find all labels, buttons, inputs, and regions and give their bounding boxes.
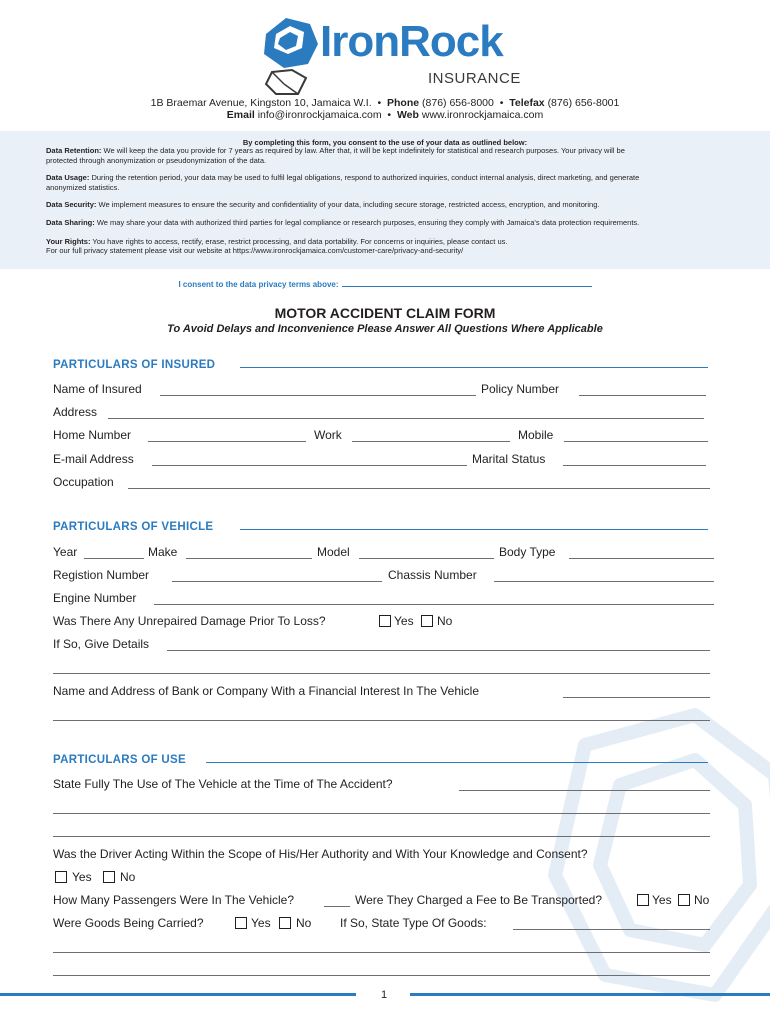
phone-value: (876) 656-8000 bbox=[422, 97, 494, 109]
footer-divider-right bbox=[410, 993, 770, 996]
privacy-statement: For our full privacy statement please visit our website at https://www.ironrockjamaica.com/customer-care/privacy-and-security/ bbox=[46, 246, 464, 255]
contact-line-2 bbox=[0, 109, 770, 121]
body-type-field[interactable] bbox=[569, 558, 714, 559]
make-label: Make bbox=[148, 545, 178, 559]
goods-type-field-2[interactable] bbox=[53, 952, 710, 953]
financial-interest-label: Name and Address of Bank or Company With a Financial Interest In The Vehicle bbox=[53, 684, 479, 698]
home-number-label: Home Number bbox=[53, 428, 132, 442]
section-divider bbox=[206, 762, 708, 763]
consent-field[interactable] bbox=[0, 278, 770, 289]
email-label: Email bbox=[226, 109, 255, 121]
state-use-field-2[interactable] bbox=[53, 813, 710, 814]
privacy-retention-cont: protected through anonymization or pseudonymization of the data. bbox=[46, 156, 267, 165]
fee-no-label: No bbox=[694, 893, 710, 907]
telefax-label: Telefax bbox=[509, 97, 545, 109]
give-details-field-2[interactable] bbox=[53, 673, 710, 674]
separator: • bbox=[387, 109, 392, 121]
driver-yes-checkbox[interactable] bbox=[55, 871, 67, 883]
name-of-insured-label: Name of Insured bbox=[53, 382, 142, 396]
consent-label: I consent to the data privacy terms above: bbox=[178, 280, 339, 289]
marital-status-field[interactable] bbox=[563, 465, 706, 466]
privacy-usage-cont: anonymized statistics. bbox=[46, 183, 120, 192]
engine-number-label: Engine Number bbox=[53, 591, 137, 605]
passengers-question: How Many Passengers Were In The Vehicle? bbox=[53, 893, 295, 907]
occupation-field[interactable] bbox=[128, 488, 710, 489]
retention-text: We will keep the data you provide for 7 years as required by law. After that, it will be kept indefinitely for statistical and research purposes. Your privacy will be bbox=[103, 146, 625, 155]
goods-type-field-3[interactable] bbox=[53, 975, 710, 976]
financial-interest-field[interactable] bbox=[563, 697, 710, 698]
usage-text: During the retention period, your data may be used to fulfil legal obligations, respond to authorized inquiries, conduct internal analysis, direct marketing, and generate bbox=[91, 173, 640, 182]
occupation-label: Occupation bbox=[53, 475, 114, 489]
section-divider bbox=[240, 367, 708, 368]
fee-yes-checkbox[interactable] bbox=[637, 894, 649, 906]
give-details-label: If So, Give Details bbox=[53, 637, 150, 651]
security-label: Data Security: bbox=[46, 200, 97, 209]
damage-no-label: No bbox=[437, 614, 453, 628]
state-use-field[interactable] bbox=[459, 790, 710, 791]
footer-divider-left bbox=[0, 993, 356, 996]
driver-yes-label: Yes bbox=[72, 870, 92, 884]
email-address-field[interactable] bbox=[152, 465, 467, 466]
phone-label: Phone bbox=[387, 97, 420, 109]
policy-number-label: Policy Number bbox=[481, 382, 560, 396]
logo-subtitle: INSURANCE bbox=[428, 70, 521, 87]
mobile-label: Mobile bbox=[518, 428, 554, 442]
section-vehicle-heading: PARTICULARS OF VEHICLE bbox=[53, 521, 214, 533]
goods-no-label: No bbox=[296, 916, 312, 930]
web-value[interactable]: www.ironrockjamaica.com bbox=[421, 109, 544, 121]
give-details-field[interactable] bbox=[167, 650, 710, 651]
security-text: We implement measures to ensure the security and confidentiality of your data, including secure storage, restricted access, encryption, and monitoring. bbox=[98, 200, 600, 209]
sharing-label: Data Sharing: bbox=[46, 218, 95, 227]
model-field[interactable] bbox=[359, 558, 494, 559]
form-subtitle: To Avoid Delays and Inconvenience Please Answer All Questions Where Applicable bbox=[167, 323, 603, 335]
page-number: 1 bbox=[381, 989, 388, 1001]
sharing-text: We may share your data with authorized third parties for legal compliance or research purposes, ensuring they comply with Jamaica's data protection requirements. bbox=[96, 218, 640, 227]
email-address-label: E-mail Address bbox=[53, 452, 134, 466]
policy-number-field[interactable] bbox=[579, 395, 706, 396]
separator: • bbox=[499, 97, 504, 109]
privacy-security bbox=[46, 200, 726, 210]
engine-number-field[interactable] bbox=[154, 604, 714, 605]
fee-no-checkbox[interactable] bbox=[678, 894, 690, 906]
work-label: Work bbox=[314, 428, 342, 442]
driver-no-checkbox[interactable] bbox=[103, 871, 115, 883]
home-number-field[interactable] bbox=[148, 441, 306, 442]
goods-yes-checkbox[interactable] bbox=[235, 917, 247, 929]
address-text: 1B Braemar Avenue, Kingston 10, Jamaica W.I. bbox=[150, 97, 372, 109]
fee-yes-label: Yes bbox=[652, 893, 672, 907]
section-use-heading: PARTICULARS OF USE bbox=[53, 754, 186, 766]
damage-yes-label: Yes bbox=[394, 614, 414, 628]
rock-emblem-icon bbox=[258, 14, 322, 96]
name-of-insured-field[interactable] bbox=[160, 395, 476, 396]
telefax-value: (876) 656-8001 bbox=[547, 97, 620, 109]
privacy-retention bbox=[46, 146, 726, 156]
section-divider bbox=[240, 529, 708, 530]
retention-label: Data Retention: bbox=[46, 146, 102, 155]
passengers-field[interactable] bbox=[324, 906, 350, 907]
web-label: Web bbox=[396, 109, 419, 121]
privacy-sharing bbox=[46, 218, 726, 228]
form-title: MOTOR ACCIDENT CLAIM FORM bbox=[274, 305, 496, 321]
marital-status-label: Marital Status bbox=[472, 452, 546, 466]
make-field[interactable] bbox=[186, 558, 312, 559]
usage-label: Data Usage: bbox=[46, 173, 90, 182]
goods-question: Were Goods Being Carried? bbox=[53, 916, 204, 930]
state-use-field-3[interactable] bbox=[53, 836, 710, 837]
work-number-field[interactable] bbox=[352, 441, 510, 442]
damage-yes-checkbox[interactable] bbox=[379, 615, 391, 627]
address-field[interactable] bbox=[108, 418, 704, 419]
ironrock-logo bbox=[258, 14, 521, 98]
fee-question: Were They Charged a Fee to Be Transported? bbox=[355, 893, 603, 907]
separator: • bbox=[377, 97, 382, 109]
privacy-usage bbox=[46, 173, 726, 183]
mobile-field[interactable] bbox=[564, 441, 708, 442]
year-field[interactable] bbox=[84, 558, 144, 559]
privacy-notice bbox=[0, 131, 770, 269]
registration-number-label: Registion Number bbox=[53, 568, 150, 582]
rights-text: You have rights to access, rectify, erase, restrict processing, and data portability. For concerns or inquiries, please contact us. bbox=[92, 237, 508, 246]
contact-line-1 bbox=[0, 97, 770, 109]
year-label: Year bbox=[53, 545, 78, 559]
rights-label: Your Rights: bbox=[46, 237, 91, 246]
unrepaired-damage-question: Was There Any Unrepaired Damage Prior To Loss? bbox=[53, 614, 326, 628]
email-value[interactable]: info@ironrockjamaica.com bbox=[257, 109, 382, 121]
body-type-label: Body Type bbox=[499, 545, 556, 559]
logo-wordmark: IronRock bbox=[320, 17, 503, 66]
driver-no-label: No bbox=[120, 870, 136, 884]
model-label: Model bbox=[317, 545, 350, 559]
goods-type-label: If So, State Type Of Goods: bbox=[340, 916, 487, 930]
financial-interest-field-2[interactable] bbox=[53, 720, 710, 721]
chassis-number-label: Chassis Number bbox=[388, 568, 477, 582]
goods-type-field[interactable] bbox=[513, 929, 710, 930]
section-insured-heading: PARTICULARS OF INSURED bbox=[53, 359, 216, 371]
goods-yes-label: Yes bbox=[251, 916, 271, 930]
privacy-intro: By completing this form, you consent to the use of your data as outlined below: bbox=[242, 138, 528, 147]
registration-number-field[interactable] bbox=[172, 581, 382, 582]
state-use-question: State Fully The Use of The Vehicle at the Time of The Accident? bbox=[53, 777, 393, 791]
address-label: Address bbox=[53, 405, 98, 419]
damage-no-checkbox[interactable] bbox=[421, 615, 433, 627]
consent-signature-line[interactable] bbox=[342, 278, 592, 287]
chassis-number-field[interactable] bbox=[494, 581, 714, 582]
driver-authority-question: Was the Driver Acting Within the Scope of His/Her Authority and With Your Knowledge and Consent? bbox=[53, 847, 588, 861]
goods-no-checkbox[interactable] bbox=[279, 917, 291, 929]
